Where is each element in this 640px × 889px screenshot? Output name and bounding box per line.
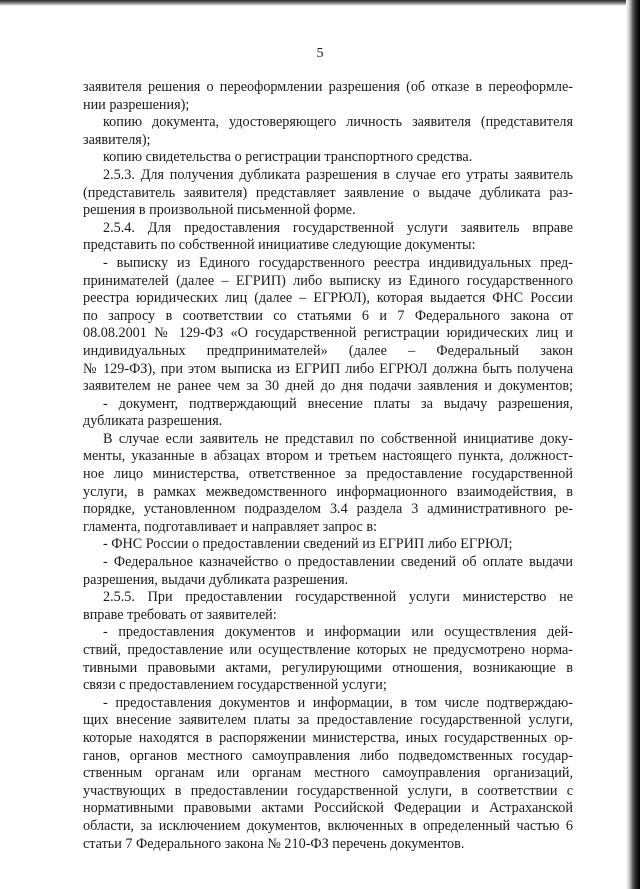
text-line: заявителем не ранее чем за 30 дней до дня подачи заявления и документов; [83,378,573,395]
text-line: - предоставления документов и информации или осуществления дей- [103,624,573,641]
text-line: связи с предоставлением государственной услуги; [83,677,387,694]
text-line: нормативными правовыми актами Российской Федерации и Астраханской [83,800,573,817]
text-line: ствий, предоставление или осуществление которых не предусмотрено норма- [83,642,573,658]
text-line: области, за исключением документов, включенных в определенный частью 6 [83,817,573,834]
text-line: щих внесение заявителем платы за предоставление государственной услуги, [83,712,573,729]
text-line: решения в произвольной письменной форме. [83,202,356,219]
text-line: порядке, установленном подразделом 3.4 раздела 3 административного ре- [83,501,573,518]
text-line: - выписку из Единого государственного реестра индивидуальных пред- [103,254,573,271]
text-line: которые находятся в распоряжении министерства, иных государственных ор- [83,729,573,746]
text-line: разрешения, выдачи дубликата разрешения. [83,571,349,588]
text-line: заявителя); [83,131,151,148]
text-line: копию свидетельства о регистрации транспортного средства. [103,149,473,166]
text-line: 2.5.3. Для получения дубликата разрешения в случае его утраты заявитель [103,166,573,183]
text-line: статьи 7 Федерального закона № 210-ФЗ перечень документов. [83,835,465,852]
text-line: ганов, органов местного самоуправления либо подведомственных государ- [83,747,573,764]
text-line: 2.5.4. Для предоставления государственной услуги заявитель вправе [103,219,573,236]
text-line: 08.08.2001 № 129-ФЗ «О государственной регистрации юридических лиц и [83,325,573,342]
text-line: менты, указанные в абзацах втором и третьем настоящего пункта, должност- [83,448,573,465]
text-line: (представитель заявителя) представляет заявление о выдаче дубликата раз- [83,184,573,201]
scan-right-edge [626,0,640,889]
text-line: услуги, в рамках межведомственного информационного взаимодействия, в [83,483,573,500]
text-line: представить по собственной инициативе следующие документы: [83,237,476,254]
text-line: 2.5.5. При предоставлении государственной услуги министерство не [103,589,573,606]
text-line: индивидуальных предпринимателей» (далее – Федеральный закон [83,342,573,359]
text-line: заявителя решения о переоформлении разрешения (об отказе в переоформле- [83,79,573,95]
text-line: - предоставления документов и информации, в том числе подтверждаю- [103,694,573,711]
text-line: ственным органам или органам местного самоуправления организаций, [83,765,573,782]
document-body [83,79,573,853]
text-line: № 129-ФЗ), при этом выписка из ЕГРИП либо ЕГРЮЛ должна быть получена [83,360,573,377]
text-line: участвующих в предоставлении государственной услуги, в соответствии с [83,782,573,799]
text-line: по запросу в соответствии со статьями 6 и 7 Федерального закона от [83,307,573,324]
text-line: дубликата разрешения. [83,413,223,430]
text-line: реестра юридических лиц (далее – ЕГРЮЛ), которая выдается ФНС России [83,290,573,307]
text-line: принимателей (далее – ЕГРИП) либо выписку из Единого государственного [83,272,573,289]
text-line: нии разрешения); [83,96,190,113]
text-line: копию документа, удостоверяющего личность заявителя (представителя [103,114,573,131]
text-line: - Федеральное казначейство о предоставлении сведений об оплате выдачи [103,554,573,571]
page-number: 5 [316,46,324,61]
scan-top-edge [0,0,640,6]
text-line: - документ, подтверждающий внесение платы за выдачу разрешения, [103,395,573,412]
text-line: гламента, подготавливает и направляет запрос в: [83,518,378,535]
text-line: В случае если заявитель не представил по собственной инициативе доку- [103,430,573,447]
text-line: вправе требовать от заявителей: [83,606,277,623]
text-line: - ФНС России о предоставлении сведений из ЕГРИП либо ЕГРЮЛ; [103,536,513,553]
text-line: ное лицо министерства, ответственное за предоставление государственной [83,466,573,483]
text-line: тивными правовыми актами, регулирующими отношения, возникающие в [83,659,573,676]
